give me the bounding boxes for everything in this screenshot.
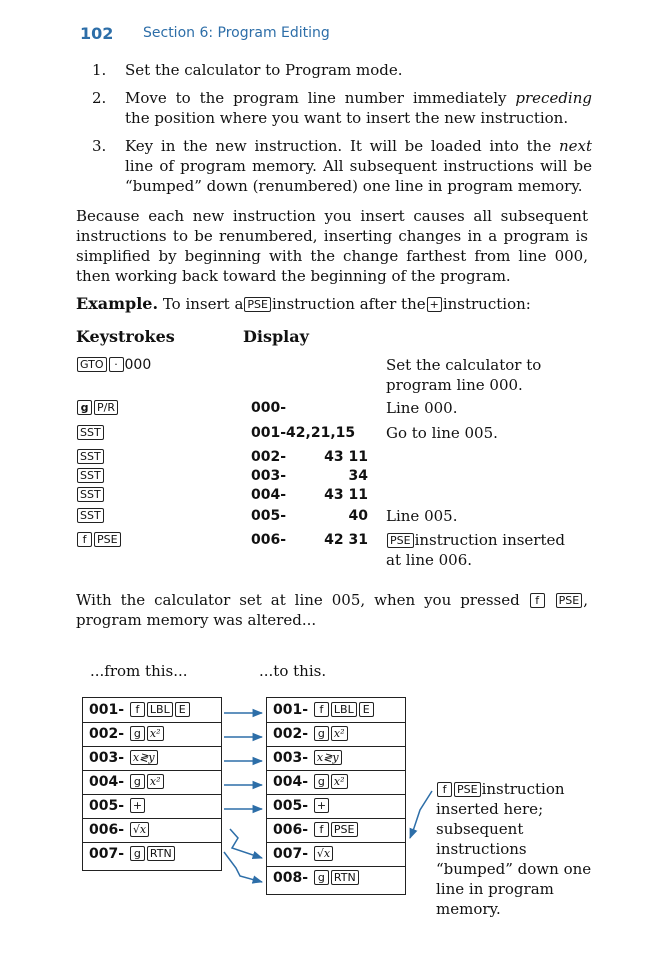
display-heading: Display [243, 327, 309, 346]
row-comment: Line 005. [386, 507, 458, 525]
row-comment: Go to line 005. [386, 424, 498, 442]
row-comment: Line 000. [386, 399, 458, 417]
display-code: 43 11 [324, 449, 368, 465]
display-line: 002- [251, 449, 287, 465]
g-key: g [77, 400, 92, 415]
insertion-note: f PSE instruction inserted here; subsequent instructions “bumped” down one line in program memory. [436, 780, 592, 918]
display-line: 001-42,21,15 [251, 425, 356, 441]
arrow-line-6 [230, 829, 262, 858]
sst-key: SST [77, 508, 104, 523]
display-line: 006- [251, 532, 287, 548]
step-number: 1. [92, 61, 107, 79]
memory-line: 003- x≷y [267, 746, 405, 771]
memory-line: 005- + [267, 794, 405, 819]
memory-line: 007- √x [267, 842, 405, 867]
display-code: 42 31 [324, 532, 368, 548]
step-number: 3. [92, 137, 107, 155]
sst-key: SST [77, 449, 104, 464]
sst-key: SST [77, 468, 104, 483]
f-key: f [437, 782, 452, 797]
memory-line: 003- x≷y [83, 746, 221, 771]
display-line: 005- [251, 508, 287, 524]
step-text: Key in the new instruction. It will be loaded into the next line of program memory. All subsequent instructions will be “bumped” down (renumbered) one line in program memory. [125, 137, 592, 195]
memory-line: 002- g x² [267, 722, 405, 747]
to-caption: ...to this. [259, 662, 327, 680]
f-key: f [530, 593, 545, 608]
from-caption: ...from this... [90, 662, 188, 680]
sst-key: SST [77, 487, 104, 502]
example-label: Example. [76, 294, 159, 313]
example-line: Example. To insert a PSE instruction after the + instruction: [76, 294, 531, 313]
arrow-note [410, 791, 432, 838]
pse-key: PSE [244, 297, 271, 312]
step-number: 2. [92, 89, 107, 107]
row-comment: Set the calculator to program line 000. [386, 356, 542, 394]
display-code: 34 [348, 468, 368, 484]
plus-key: + [427, 297, 442, 312]
keystroke-row: GTO · 000 [76, 356, 151, 374]
memory-line: 006- f PSE [267, 818, 405, 843]
pse-key: PSE [387, 533, 414, 548]
display-line: 003- [251, 468, 287, 484]
memory-line: 004- g x² [83, 770, 221, 795]
step-text: Set the calculator to Program mode. [125, 61, 403, 79]
pr-key: P/R [94, 400, 118, 415]
display-line: 004- [251, 487, 287, 503]
display-line: 000- [251, 400, 287, 416]
memory-line: 005- + [83, 794, 221, 819]
f-key: f [77, 532, 92, 547]
after-paragraph: With the calculator set at line 005, when you pressed f PSE , program memory was altered... [76, 591, 588, 629]
decimal-key: · [109, 357, 124, 372]
memory-line: 004- g x² [267, 770, 405, 795]
keystrokes-heading: Keystrokes [76, 327, 175, 346]
memory-line: 002- g x² [83, 722, 221, 747]
page-number: 102 [80, 24, 114, 43]
section-title: Section 6: Program Editing [143, 25, 330, 41]
row-comment: PSE instruction inserted at line 006. [386, 531, 565, 569]
pse-key: PSE [556, 593, 583, 608]
pse-key: PSE [454, 782, 481, 797]
sst-key: SST [77, 425, 104, 440]
gto-key: GTO [77, 357, 107, 372]
step-text: Move to the program line number immediately preceding the position where you want to insert the new instruction. [125, 89, 592, 127]
body-paragraph: Because each new instruction you insert causes all subsequent instructions to be renumbered, inserting changes in a program is simplified by beginning with the change farthest from line 000, then working back toward the beginning of the program. [76, 207, 588, 285]
pse-key: PSE [94, 532, 121, 547]
memory-line: 001- f LBL E [83, 698, 221, 723]
memory-line: 007- g RTN [83, 842, 221, 866]
display-code: 40 [348, 508, 368, 524]
memory-line: 008- g RTN [267, 866, 405, 890]
display-code: 43 11 [324, 487, 368, 503]
memory-line: 006- √x [83, 818, 221, 843]
memory-line: 001- f LBL E [267, 698, 405, 723]
